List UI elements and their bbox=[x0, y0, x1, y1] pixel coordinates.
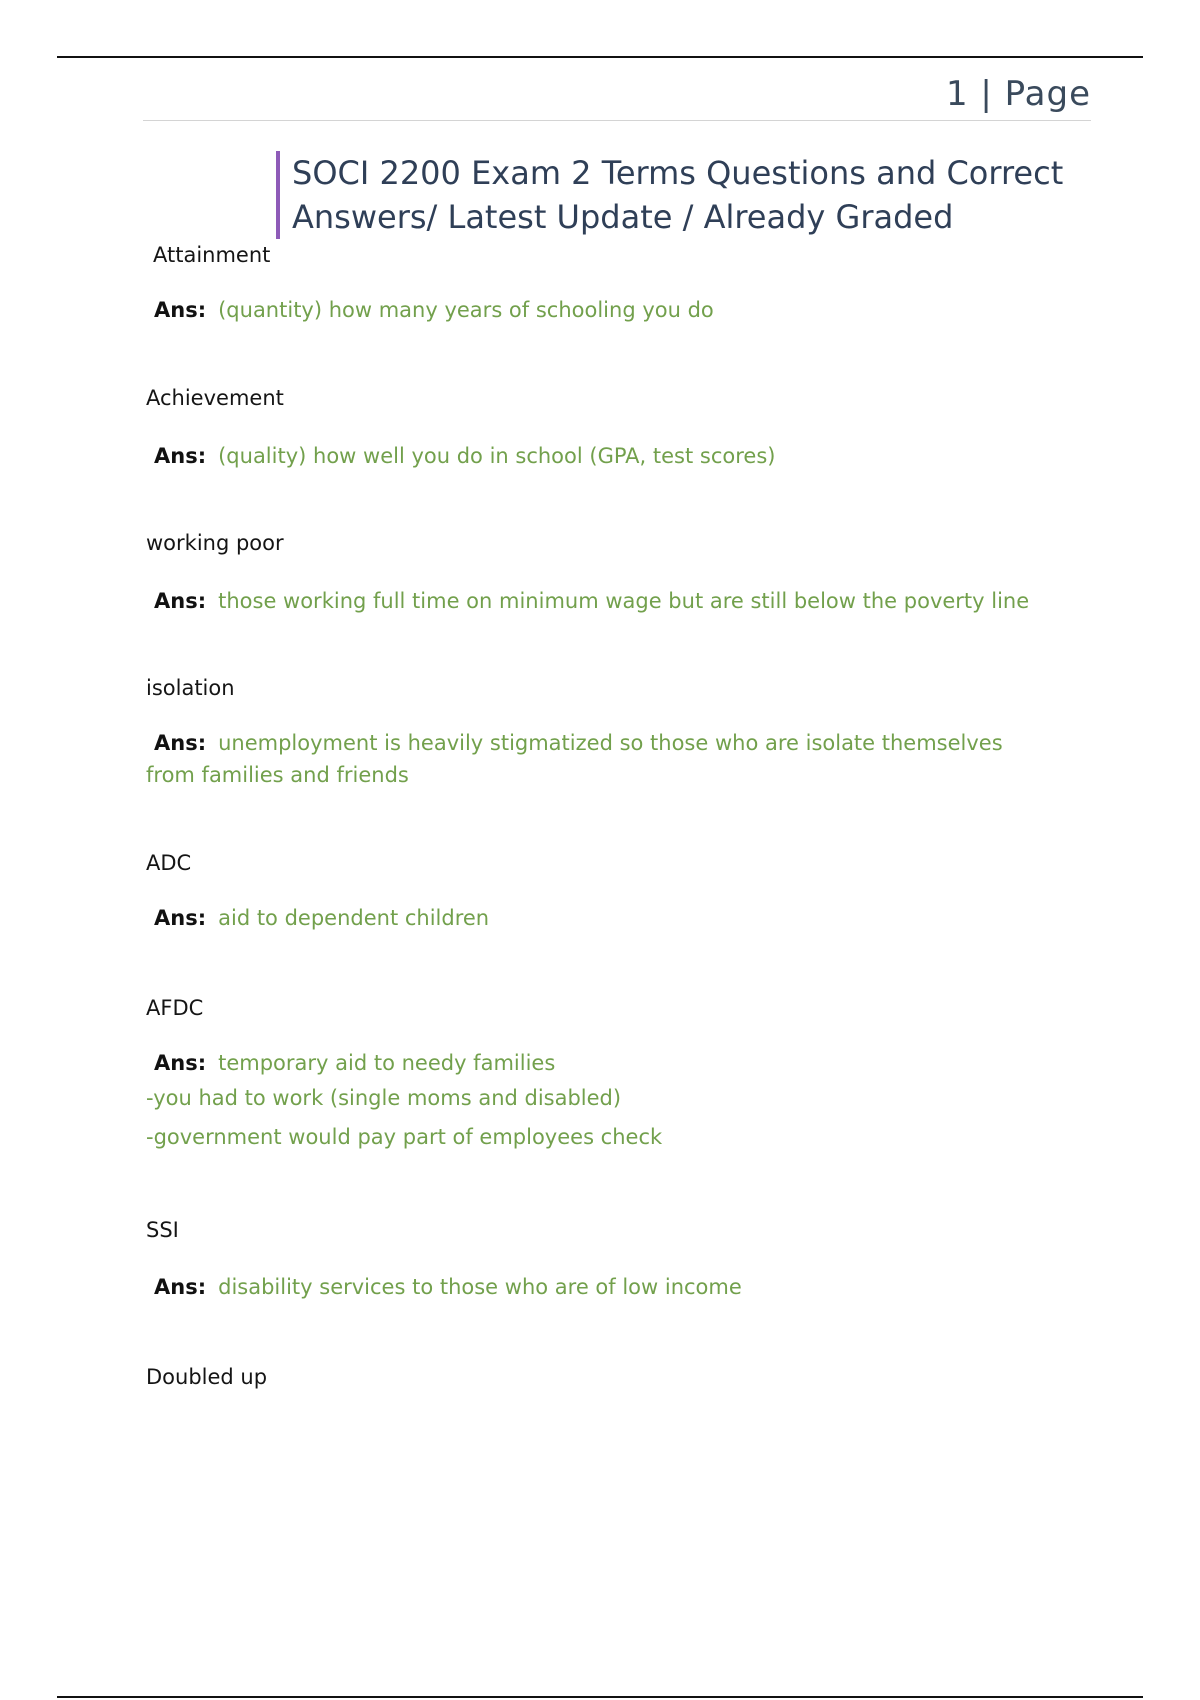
term: isolation bbox=[146, 676, 235, 700]
answer-text: aid to dependent children bbox=[218, 906, 490, 930]
top-rule bbox=[57, 56, 1143, 58]
document-title bbox=[276, 151, 1112, 239]
term: Attainment bbox=[153, 243, 271, 267]
answer-text: (quality) how well you do in school (GPA, test scores) bbox=[218, 444, 776, 468]
ans-label: Ans: bbox=[154, 1051, 207, 1075]
answer bbox=[146, 902, 1106, 934]
ans-label: Ans: bbox=[154, 298, 207, 322]
term: SSI bbox=[146, 1218, 179, 1242]
term: Doubled up bbox=[146, 1365, 268, 1389]
qa-item bbox=[146, 240, 1106, 326]
qa-item bbox=[146, 673, 1106, 791]
term: AFDC bbox=[146, 996, 204, 1020]
qa-item bbox=[146, 993, 1106, 1157]
title-line-1: SOCI 2200 Exam 2 Terms Questions and Correct bbox=[292, 154, 1064, 192]
answer-text: disability services to those who are of low income bbox=[218, 1275, 742, 1299]
qa-item bbox=[146, 528, 1106, 617]
answer-extra-line: -government would pay part of employees check bbox=[146, 1125, 663, 1149]
ans-label: Ans: bbox=[154, 444, 207, 468]
answer-continued: from families and friends bbox=[146, 763, 409, 787]
qa-item bbox=[146, 383, 1106, 472]
answer-text: temporary aid to needy families bbox=[218, 1051, 556, 1075]
answer-text: those working full time on minimum wage but are still below the poverty line bbox=[218, 589, 1030, 613]
answer bbox=[146, 440, 1106, 472]
answer-extra-line: -you had to work (single moms and disabled) bbox=[146, 1086, 622, 1110]
bottom-rule bbox=[57, 1696, 1143, 1698]
answer-text: (quantity) how many years of schooling you do bbox=[218, 298, 714, 322]
term: working poor bbox=[146, 531, 284, 555]
term: Achievement bbox=[146, 386, 284, 410]
qa-item bbox=[146, 1215, 1106, 1303]
answer bbox=[146, 585, 1106, 617]
answer-text: unemployment is heavily stigmatized so those who are isolate themselves bbox=[218, 731, 1003, 755]
ans-label: Ans: bbox=[154, 731, 207, 755]
answer bbox=[146, 1271, 1106, 1303]
ans-label: Ans: bbox=[154, 1275, 207, 1299]
title-line-2: Answers/ Latest Update / Already Graded bbox=[292, 198, 954, 236]
qa-item bbox=[146, 848, 1106, 934]
ans-label: Ans: bbox=[154, 906, 207, 930]
ans-label: Ans: bbox=[154, 589, 207, 613]
qa-item bbox=[146, 1362, 1106, 1392]
page-header bbox=[143, 70, 1091, 121]
answer bbox=[146, 294, 1106, 326]
page-number: 1 | Page bbox=[945, 74, 1091, 114]
term: ADC bbox=[146, 851, 192, 875]
answer bbox=[146, 727, 1106, 759]
answer bbox=[146, 1047, 1106, 1079]
